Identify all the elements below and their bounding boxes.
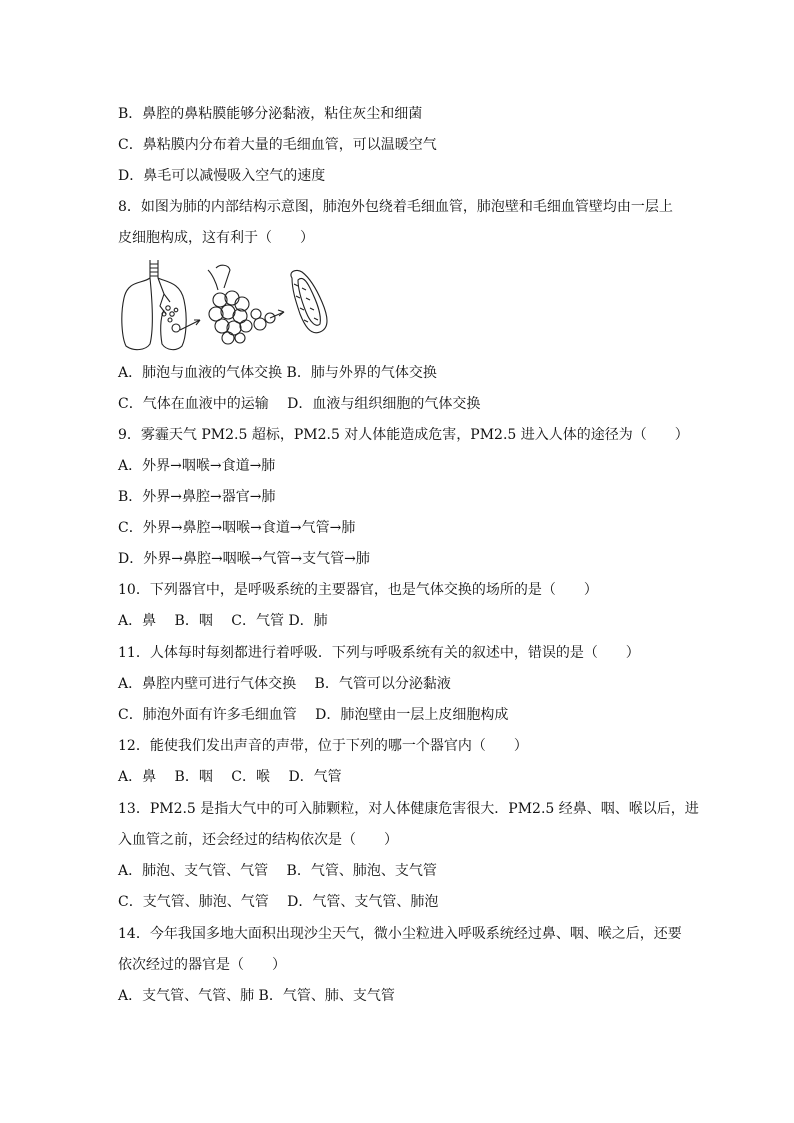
option-7c: C．鼻粘膜内分布着大量的毛细血管，可以温暖空气 [118, 137, 437, 153]
option-14ab: A．支气管、气管、肺 B．气管、肺、支气管 [118, 988, 395, 1004]
option-11cd: C．肺泡外面有许多毛细血管 D．肺泡壁由一层上皮细胞构成 [118, 707, 509, 723]
question-8-stem-line2: 皮细胞构成，这有利于（ ） [118, 230, 314, 246]
option-8ab: A．肺泡与血液的气体交换 B．肺与外界的气体交换 [118, 365, 437, 381]
lung-structure-figure [120, 258, 340, 358]
option-9c: C．外界→鼻腔→咽喉→食道→气管→肺 [118, 520, 356, 536]
options-10: A．鼻 B．咽 C．气管 D．肺 [118, 613, 328, 629]
lungs-drawing [122, 260, 200, 350]
question-9-stem: 9．雾霾天气 PM2.5 超标，PM2.5 对人体能造成危害，PM2.5 进入人体的途径为（ ） [118, 427, 689, 443]
option-11ab: A．鼻腔内壁可进行气体交换 B．气管可以分泌黏液 [118, 676, 451, 692]
option-13cd: C．支气管、肺泡、气管 D．气管、支气管、肺泡 [118, 894, 439, 910]
question-12-stem: 12．能使我们发出声音的声带，位于下列的哪一个器官内（ ） [118, 738, 528, 754]
option-9d: D．外界→鼻腔→咽喉→气管→支气管→肺 [118, 551, 370, 567]
question-10-stem: 10．下列器官中，是呼吸系统的主要器官，也是气体交换的场所的是（ ） [118, 582, 598, 598]
question-13-stem-line1: 13．PM2.5 是指大气中的可入肺颗粒，对人体健康危害很大．PM2.5 经鼻、咽、喉以后，进 [118, 801, 699, 817]
option-7d: D．鼻毛可以减慢吸入空气的速度 [118, 168, 326, 184]
option-9b: B．外界→鼻腔→器官→肺 [118, 489, 276, 505]
option-13ab: A．肺泡、支气管、气管 B．气管、肺泡、支气管 [118, 863, 437, 879]
options-12: A．鼻 B．咽 C．喉 D．气管 [118, 769, 342, 785]
single-alveolus-drawing [291, 270, 327, 332]
question-13-stem-line2: 入血管之前，还会经过的结构依次是（ ） [118, 832, 398, 848]
option-7b: B．鼻腔的鼻粘膜能够分泌黏液，粘住灰尘和细菌 [118, 106, 423, 122]
question-14-stem-line2: 依次经过的器官是（ ） [118, 957, 286, 973]
question-11-stem: 11．人体每时每刻都进行着呼吸．下列与呼吸系统有关的叙述中，错误的是（ ） [118, 645, 640, 661]
question-14-stem-line1: 14．今年我国多地大面积出现沙尘天气，微小尘粒进入呼吸系统经过鼻、咽、喉之后，还要 [118, 926, 682, 942]
option-9a: A．外界→咽喉→食道→肺 [118, 458, 276, 474]
alveoli-drawing [208, 265, 284, 344]
option-8cd: C．气体在血液中的运输 D．血液与组织细胞的气体交换 [118, 396, 481, 412]
question-8-stem-line1: 8．如图为肺的内部结构示意图，肺泡外包绕着毛细血管，肺泡壁和毛细血管壁均由一层上 [118, 199, 673, 215]
